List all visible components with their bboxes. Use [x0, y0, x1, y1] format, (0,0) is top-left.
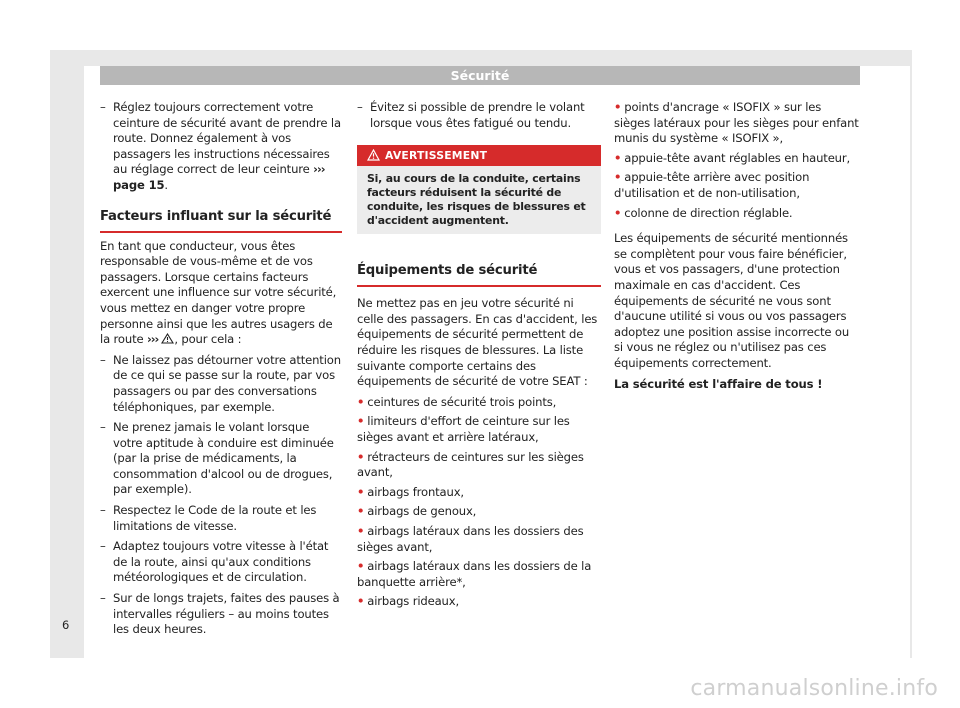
list-item: • colonne de direction réglable.	[614, 205, 793, 220]
list-item: • airbags frontaux,	[357, 484, 464, 499]
list-item: • airbags rideaux,	[357, 594, 459, 609]
list-item: – Évitez si possible de prendre le volant lorsque vous êtes fatigué ou tendu.	[357, 100, 601, 131]
warning-text: Si, au cours de la conduite, certains facteurs réduisent la sécurité de conduite, les risques de blessures et d'accident augmentent.	[367, 172, 586, 228]
list-item: • airbags latéraux dans les dossiers des sièges avant,	[357, 523, 584, 554]
bullet-icon: •	[357, 394, 365, 409]
column-2	[357, 100, 601, 614]
ref-arrows: ›››	[146, 332, 159, 347]
list-item: • appuie-tête arrière avec position d'utilisation et de non-utilisation,	[614, 170, 810, 200]
list-item: – Adaptez toujours votre vitesse à l'état de la route, ainsi qu'aux conditions météorologiques et de circulation.	[100, 539, 342, 586]
bullet-icon: •	[357, 523, 365, 538]
closing-statement: La sécurité est l'affaire de tous !	[614, 376, 823, 391]
column-1	[100, 100, 342, 643]
list-item: • points d'ancrage « ISOFIX » sur les sièges latéraux pour les sièges pour enfant munis du système « ISOFIX »,	[614, 100, 859, 146]
warning-triangle-icon	[161, 333, 174, 344]
bullet-icon: •	[357, 449, 365, 464]
warning-triangle-icon	[367, 149, 380, 161]
bullet-icon: •	[357, 484, 365, 499]
list-item: – Réglez toujours correctement votre ceinture de sécurité avant de prendre la route. Donnez également à vos passagers les instructions nécessaires au réglage correct de leur ceinture ››› page 15.	[100, 100, 342, 194]
column-3	[614, 100, 860, 392]
watermark: carmanualsonline.info	[690, 676, 938, 701]
page-link[interactable]: page 15	[113, 177, 165, 192]
list-item: • airbags latéraux dans les dossiers de la banquette arrière*,	[357, 559, 592, 589]
list-item: • ceintures de sécurité trois points,	[357, 394, 557, 409]
list-item: • rétracteurs de ceintures sur les sièges avant,	[357, 449, 584, 480]
page-number: 6	[62, 618, 70, 632]
bullet-icon: •	[357, 594, 365, 609]
bullet-icon: •	[614, 205, 622, 220]
list-item: – Ne prenez jamais le volant lorsque votre aptitude à conduire est diminuée (par la prise de médicaments, la consommation d'alcool ou de drogues, par exemple).	[100, 420, 342, 498]
bullet-icon: •	[614, 100, 622, 114]
section-heading: Équipements de sécurité	[357, 262, 601, 287]
bullet-icon: •	[357, 504, 365, 519]
warning-box	[357, 145, 601, 234]
list-item: – Respectez le Code de la route et les limitations de vitesse.	[100, 503, 342, 534]
list-item: • appuie-tête avant réglables en hauteur,	[614, 150, 851, 165]
bullet-icon: •	[614, 150, 622, 165]
bullet-icon: •	[357, 559, 365, 574]
list-item: – Sur de longs trajets, faites des pauses à intervalles réguliers – au moins toutes les deux heures.	[100, 591, 342, 638]
warning-header: AVERTISSEMENT	[357, 145, 601, 166]
bullet-icon: •	[357, 414, 365, 429]
paragraph: Les équipements de sécurité mentionnés se complètent pour vous faire bénéficier, vous et vos passagers, d'une protection maximale en cas d'accident. Ces équipements de sécurité ne vous sont d'aucune utilité si vous ou vos passagers adoptez une position assise incorrecte ou si vous ne réglez ou n'utilisez pas ces équipements correctement.	[614, 231, 850, 370]
list-item: – Ne laissez pas détourner votre attention de ce qui se passe sur la route, par vos passagers ou par des conversations téléphoniques, par exemple.	[100, 353, 342, 415]
section-heading: Facteurs influant sur la sécurité	[100, 208, 342, 233]
bullet-icon: •	[614, 170, 622, 185]
paragraph: Ne mettez pas en jeu votre sécurité ni celle des passagers. En cas d'accident, les équipements de sécurité permettent de réduire les risques de blessures. La liste suivante comporte certains des équipements de sécurité de votre SEAT :	[357, 296, 598, 389]
list-item: • limiteurs d'effort de ceinture sur les sièges avant et arrière latéraux,	[357, 414, 570, 444]
page-header: Sécurité	[100, 66, 860, 85]
paragraph: En tant que conducteur, vous êtes responsable de vous-même et de vos passagers. Lorsque certains facteurs exercent une influence sur votre sécurité, vous mettez en danger votre propre personne ainsi que les autres usagers de la route ››› , pour cela :	[100, 238, 337, 347]
list-item: • airbags de genoux,	[357, 504, 477, 519]
ref-arrows: ›››	[313, 162, 325, 177]
